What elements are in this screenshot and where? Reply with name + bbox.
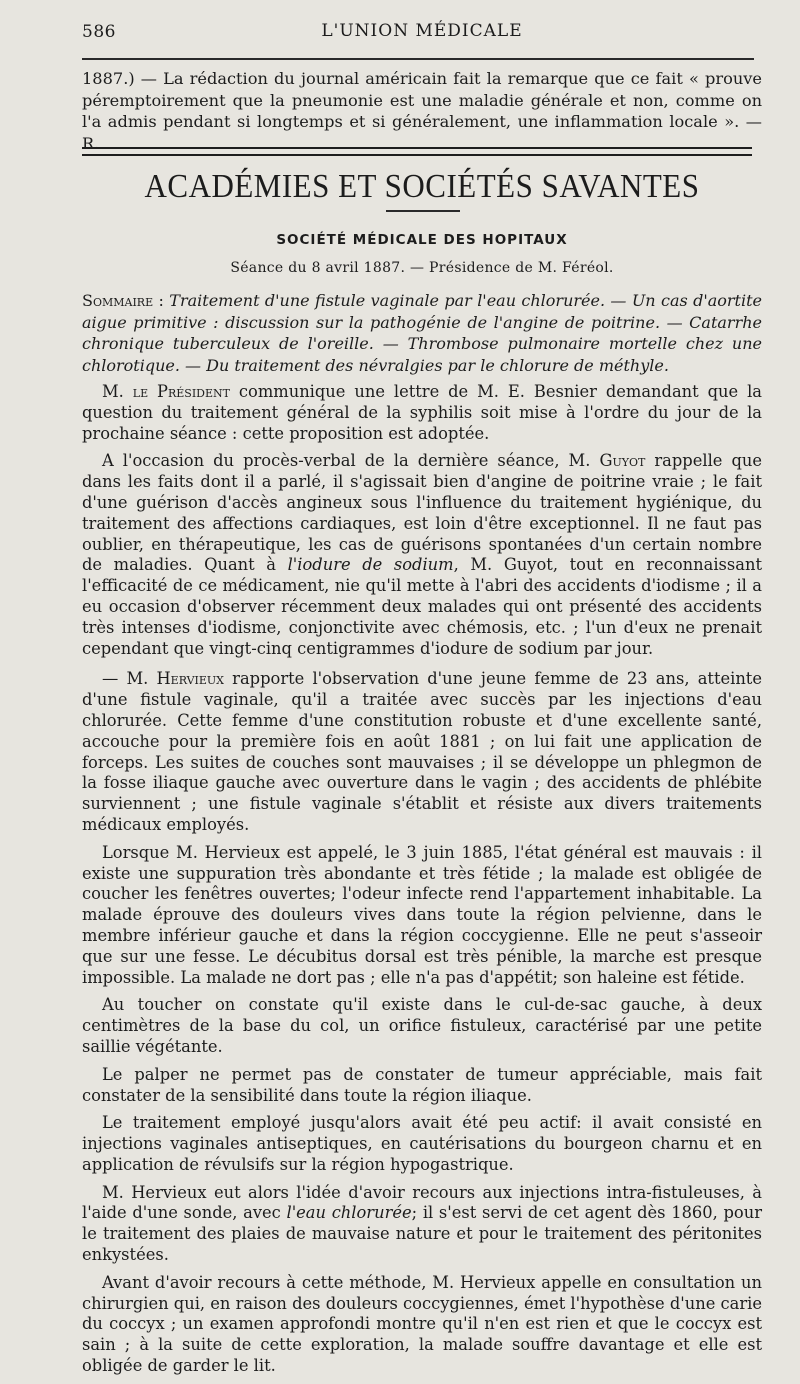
paragraph-president [82,382,762,444]
society-title: SOCIÉTÉ MÉDICALE DES HOPITAUX [276,232,568,248]
paragraph-hervieux [82,669,762,835]
paragraph-text: communique une lettre de M. E. Besnier demandant que la question du traitement général de la syphilis soit mise à l'ordre du jour de la prochaine séance : cette proposition est adoptée. [82,382,762,443]
summary-text: Traitement d'une fistule vaginale par l'eau chlorurée. — Un cas d'aortite aigue primitive : discussion sur la pathogénie de l'angine de poitrine. — Catarrhe chronique tuberculeux de l'oreille. — Thrombose pulmonaire mortelle chez une chlorotique. — Du traitement des névralgies par le chlorure de méthyle. [82,291,763,375]
paragraph-toucher: Au toucher on constate qu'il existe dans le cul-de-sac gauche, à deux centimètres de la base du col, un orifice fistuleux, caractérisé par une petite saillie végétante. [82,995,762,1056]
paragraph-text: , M. Guyot, tout en reconnaissant l'efficacité de ce médicament, nie qu'il mette à l'abri des accidents d'iodisme ; il a eu occasion d'observer récemment deux malades qui ont présenté des accidents très intenses d'iodisme, conjonctivite avec chémosis, etc. ; l'un d'eux ne prenait cependant que vingt-cinq centigrammes d'iodure de sodium par jour. [82,555,762,658]
title-underline [386,210,460,212]
summary-colon: : [153,291,170,310]
seance-line: Séance du 8 avril 1887. — Présidence de M. Féréol. [230,260,614,276]
paragraph-text: rapporte l'observation d'une jeune femme de 23 ans, atteinte d'une fistule vaginale, qu'il a traitée avec succès par les injections d'eau chlorurée. Cette femme d'une constitution robuste et d'une excellente santé, accouche pour la première fois en août 1881 ; on lui fait une application de forceps. Les suites de couches sont mauvaises ; il se développe un phlegmon de la fosse iliaque gauche avec ouverture dans le vagin ; des accidents de phlébite surviennent ; une fistule vaginale s'établit et résiste aux divers traitements médicaux employés. [82,669,762,834]
italic-term: l'iodure de sodium [287,555,454,575]
continuation-paragraph: 1887.) — La rédaction du journal américain fait la remarque que ce fait « prouve péremptoirement que la pneumonie est une maladie générale et non, comme on l'a admis pendant si longtemps et si généralement, une inflammation locale ». — R. [82,69,762,153]
president-label: M. le Président [102,382,230,401]
page-number: 586 [82,22,116,42]
summary-paragraph [82,290,762,376]
paragraph-eau-chloruree [82,1183,762,1266]
header-rule [82,58,754,60]
paragraph-text: ; il s'est servi de cet agent dès 1860, pour le traitement des plaies de mauvaise nature et pour le traitement des péritonites enkystées. [82,1203,763,1265]
paragraph-text: — M. [102,669,157,689]
paragraph-text: rappelle que dans les faits dont il a parlé, il s'agissait bien d'angine de poitrine vraie ; le fait d'une guérison d'accès angineux sous l'influence du traitement hygiénique, du traitement des affections cardiaques, est loin d'être exceptionnel. Il ne faut pas oublier, en thérapeutique, les cas de guérisons spontanées d'un certain nombre de maladies. Quant à [82,451,762,575]
paragraph-chirurgien: Avant d'avoir recours à cette méthode, M. Hervieux appelle en consultation un chirurgien qui, en raison des douleurs coccygiennes, émet l'hypothèse d'une carie du coccyx ; un examen approfondi montre qu'il n'en est rien et que le coccyx est sain ; à la suite de cette exploration, la malade souffre davantage et elle est obligée de garder le lit. [82,1272,762,1376]
section-double-rule [82,147,752,156]
paragraph-palper: Le palper ne permet pas de constater de tumeur appréciable, mais fait constater de la sensibilité dans toute la région iliaque. [82,1064,762,1105]
page-header [82,18,762,48]
article-body [82,382,762,1384]
section-title: ACADÉMIES ET SOCIÉTÉS SAVANTES [144,166,700,205]
paragraph-text: M. Hervieux eut alors l'idée d'avoir recours aux injections intra-fistuleuses, à l'aide d'une sonde, avec [82,1182,762,1223]
paragraph-text: A l'occasion du procès-verbal de la dernière séance, M. [102,451,600,471]
paragraph-etat-general: Lorsque M. Hervieux est appelé, le 3 juin 1885, l'état général est mauvais : il existe une suppuration très abondante et très fétide ; la malade est obligée de coucher les fenêtres ouvertes; l'odeur infecte rend l'appartement inhabitable. La malade éprouve des douleurs vives dans toute la région pelvienne, dans le membre inférieur gauche et dans la région coccygienne. Elle ne peut s'asseoir que sur une fesse. Le décubitus dorsal est très pénible, la marche est presque impossible. La malade ne dort pas ; elle n'a pas d'appétit; son haleine est fétide. [82,842,762,987]
italic-term: l'eau chlorurée [286,1203,412,1223]
journal-title: L'UNION MÉDICALE [321,21,523,41]
paragraph-guyot [82,451,762,659]
author-name: Guyot [599,451,646,471]
author-name: Hervieux [156,669,225,689]
summary-label: Sommaire [82,291,154,310]
paragraph-traitement: Le traitement employé jusqu'alors avait été peu actif: il avait consisté en injections vaginales antiseptiques, en cautérisations du bourgeon charnu et en application de révulsifs sur la région hypogastrique. [82,1113,762,1174]
